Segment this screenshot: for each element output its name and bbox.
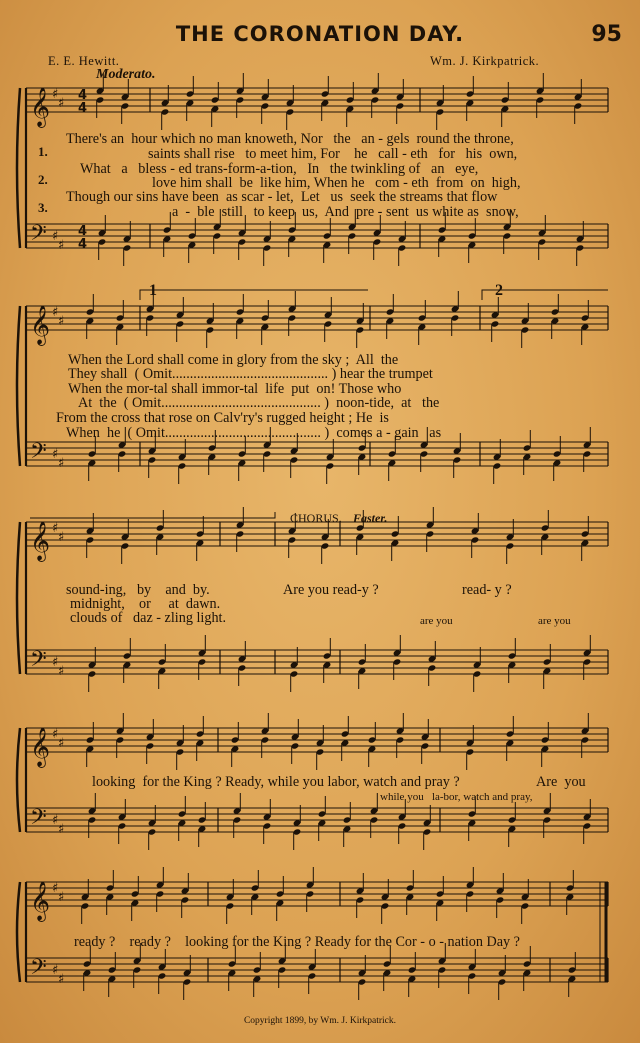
echo-lyric: while you la-bor, watch and pray, <box>380 791 533 803</box>
hymn-title: THE CORONATION DAY. <box>175 22 465 46</box>
verse-line: From the cross that rose on Calv'ry's rugged height ; He is <box>56 410 389 426</box>
verse-line: sound-ing, by and by. <box>66 582 210 598</box>
chorus-lyric: ready ? ready ? looking for the King ? Ready for the Cor - o - nation Day ? <box>74 934 520 950</box>
verse-line: They shall ( Omit............................................ ) hear the trumpet <box>68 366 433 382</box>
brace <box>17 88 20 248</box>
key-signature-sharp: ♯ <box>52 813 59 828</box>
tempo-change: Faster. <box>353 511 388 525</box>
key-signature-sharp: ♯ <box>52 305 59 320</box>
chorus-label: CHORUS. <box>290 511 342 525</box>
brace <box>17 882 20 982</box>
chorus-lyric: Are you read-y ? <box>283 582 379 598</box>
verse-line: When he ( Omit............................................ ) comes a - gain as <box>66 425 442 441</box>
key-signature-sharp: ♯ <box>58 822 65 837</box>
lyricist: E. E. Hewitt. <box>48 54 120 68</box>
key-signature-sharp: ♯ <box>52 87 59 102</box>
bass-clef-icon: 𝄢 <box>30 221 47 251</box>
key-signature-sharp: ♯ <box>52 727 59 742</box>
first-ending-bracket <box>140 290 368 300</box>
time-signature: 4 <box>78 101 88 116</box>
verse-line: Though our sins have been as scar - let, Let us seek the streams that flow <box>66 189 498 205</box>
page-number: 95 <box>591 22 622 47</box>
verse-line: saints shall rise to meet him, For he call - eth for his own, <box>148 146 518 162</box>
key-signature-sharp: ♯ <box>52 229 59 244</box>
bass-clef-icon: 𝄢 <box>30 647 47 677</box>
chorus-lyric: Are you <box>536 774 586 790</box>
time-signature: 4 <box>78 88 88 103</box>
verse-line: a - ble still to keep us, And pre - sent us white as snow, <box>172 204 519 220</box>
key-signature-sharp: ♯ <box>58 530 65 545</box>
key-signature-sharp: ♯ <box>58 96 65 111</box>
first-ending-label: 1 <box>149 282 157 299</box>
key-signature-sharp: ♯ <box>52 521 59 536</box>
key-signature-sharp: ♯ <box>58 972 65 987</box>
chorus-lyric: looking for the King ? Ready, while you labor, watch and pray ? <box>92 774 460 790</box>
key-signature-sharp: ♯ <box>52 963 59 978</box>
tempo-marking: Moderato. <box>96 67 156 82</box>
treble-clef-icon: 𝄞 <box>30 305 51 345</box>
verse-line: There's an hour which no man knoweth, Nor the an - gels round the throne, <box>66 131 514 147</box>
verse-number-1: 1. <box>38 144 48 159</box>
bass-clef-icon: 𝄢 <box>30 805 47 835</box>
treble-clef-icon: 𝄞 <box>30 727 51 767</box>
brace <box>17 522 20 674</box>
key-signature-sharp: ♯ <box>58 736 65 751</box>
verse-line: What a bless - ed trans-form-a-tion, In the twinkling of an eye, <box>80 161 479 177</box>
key-signature-sharp: ♯ <box>58 664 65 679</box>
copyright-notice: Copyright 1899, by Wm. J. Kirkpatrick. <box>243 1016 397 1026</box>
key-signature-sharp: ♯ <box>58 890 65 905</box>
key-signature-sharp: ♯ <box>52 655 59 670</box>
bass-clef-icon: 𝄢 <box>30 955 47 985</box>
verse-number-2: 2. <box>38 172 48 187</box>
brace <box>17 728 20 832</box>
verse-number-3: 3. <box>38 200 48 215</box>
composer: Wm. J. Kirkpatrick. <box>430 54 540 68</box>
key-signature-sharp: ♯ <box>52 881 59 896</box>
key-signature-sharp: ♯ <box>52 447 59 462</box>
chorus-lyric: read- y ? <box>462 582 512 598</box>
ending-bracket <box>30 512 275 518</box>
verse-line: At the ( Omit............................................. ) noon-tide, at the <box>78 395 440 411</box>
treble-clef-icon: 𝄞 <box>30 881 51 921</box>
key-signature-sharp: ♯ <box>58 314 65 329</box>
brace <box>17 306 20 466</box>
key-signature-sharp: ♯ <box>58 238 65 253</box>
bass-clef-icon: 𝄢 <box>30 439 47 469</box>
verse-line: midnight, or at dawn. <box>70 596 221 612</box>
key-signature-sharp: ♯ <box>58 456 65 471</box>
second-ending-label: 2 <box>495 282 503 299</box>
verse-line: When the mor-tal shall immor-tal life put on! Those who <box>68 381 402 397</box>
time-signature: 4 <box>78 237 88 252</box>
time-signature: 4 <box>78 224 88 239</box>
verse-line: clouds of daz - zling light. <box>70 610 227 626</box>
verse-line: love him shall be like him, When he com - eth from on high, <box>152 175 521 191</box>
treble-clef-icon: 𝄞 <box>30 521 51 561</box>
treble-clef-icon: 𝄞 <box>30 87 51 127</box>
echo-lyric: are you <box>420 615 453 627</box>
verse-line: When the Lord shall come in glory from the sky ; All the <box>68 352 399 368</box>
echo-lyric: are you <box>538 615 571 627</box>
